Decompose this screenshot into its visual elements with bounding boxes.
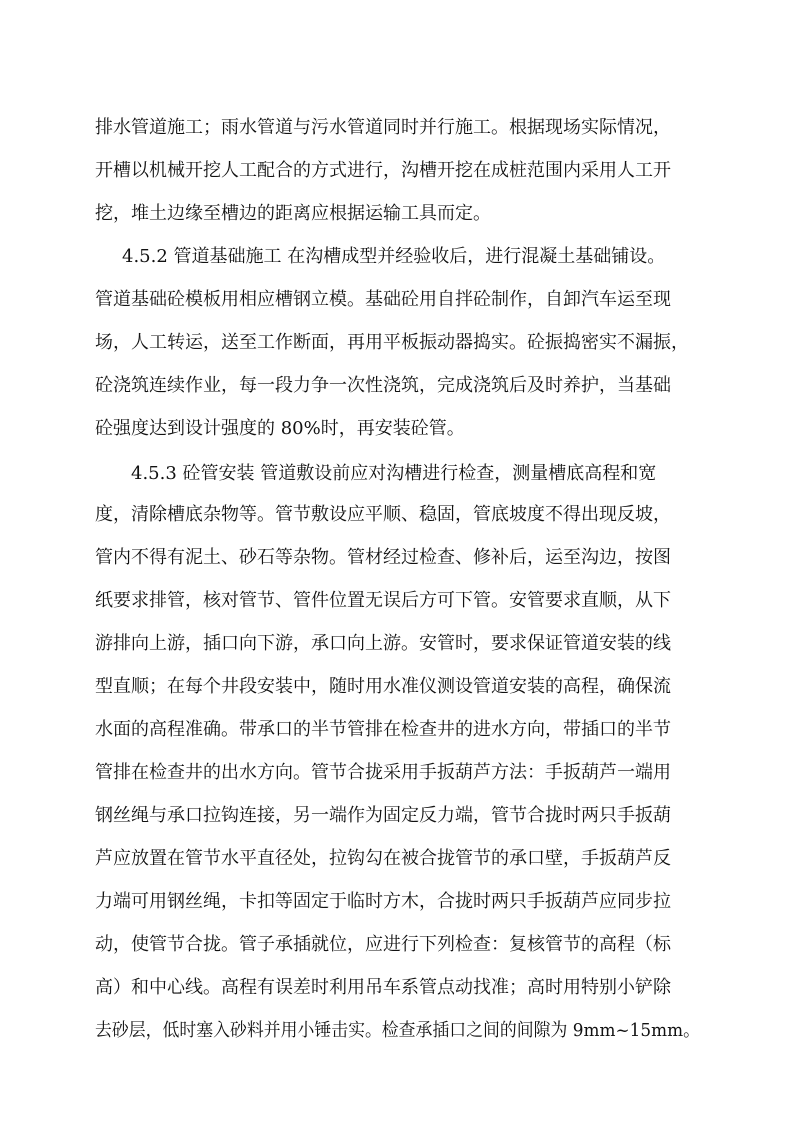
- text-line: 去砂层，低时塞入砂料并用小锤击实。检查承插口之间的间隙为 9mm~15mm。: [95, 1020, 700, 1041]
- paragraph-2-line-4: [0, 368, 793, 404]
- text-line: 排水管道施工；雨水管道与污水管道同时并行施工。根据现场实际情况，: [95, 117, 671, 138]
- paragraph-2-line-3: [0, 325, 793, 361]
- paragraph-2-line-1: [0, 239, 793, 275]
- text-line: 场，人工转运，送至工作断面，再用平板振动器捣实。砼振捣密实不漏振，: [95, 332, 689, 353]
- text-line: 挖，堆土边缘至槽边的距离应根据运输工具而定。: [95, 203, 491, 224]
- paragraph-3-line-10: [0, 841, 793, 877]
- paragraph-3-line-11: [0, 884, 793, 920]
- paragraph-3-line-2: [0, 497, 793, 533]
- paragraph-3-line-4: [0, 583, 793, 619]
- section-heading-line: 4.5.2 管道基础施工 在沟槽成型并经验收后，进行混凝土基础铺设。: [122, 246, 666, 267]
- paragraph-3-line-9: [0, 798, 793, 834]
- paragraph-1-line-1: [0, 110, 793, 146]
- text-line: 砼浇筑连续作业，每一段力争一次性浇筑，完成浇筑后及时养护，当基础: [95, 375, 671, 396]
- section-heading-line: 4.5.3 砼管安装 管道敷设前应对沟槽进行检查，测量槽底高程和宽: [131, 463, 657, 484]
- paragraph-3-line-14: [0, 1013, 793, 1049]
- paragraph-3-line-12: [0, 927, 793, 963]
- text-line: 度，清除槽底杂物等。管节敷设应平顺、稳固，管底坡度不得出现反坡，: [95, 504, 671, 525]
- text-line: 管内不得有泥土、砂石等杂物。管材经过检查、修补后，运至沟边，按图: [95, 547, 671, 568]
- paragraph-2-line-5: [0, 411, 793, 447]
- paragraph-2-line-2: [0, 282, 793, 318]
- text-line: 游排向上游，插口向下游，承口向上游。安管时，要求保证管道安装的线: [95, 633, 671, 654]
- text-line: 动，使管节合拢。管子承插就位，应进行下列检查：复核管节的高程（标: [95, 934, 671, 955]
- text-line: 纸要求排管，核对管节、管件位置无误后方可下管。安管要求直顺，从下: [95, 590, 671, 611]
- text-line: 水面的高程准确。带承口的半节管排在检查井的进水方向，带插口的半节: [95, 719, 671, 740]
- paragraph-1-line-3: [0, 196, 793, 232]
- paragraph-1-line-2: [0, 153, 793, 189]
- text-line: 芦应放置在管节水平直径处，拉钩勾在被合拢管节的承口壁，手扳葫芦反: [95, 848, 671, 869]
- text-line: 高）和中心线。高程有误差时利用吊车系管点动找准；高时用特别小铲除: [95, 977, 671, 998]
- text-line: 管道基础砼模板用相应槽钢立模。基础砼用自拌砼制作，自卸汽车运至现: [95, 289, 671, 310]
- paragraph-3-line-3: [0, 540, 793, 576]
- text-line: 砼强度达到设计强度的 80%时，再安装砼管。: [95, 418, 465, 439]
- text-line: 钢丝绳与承口拉钩连接，另一端作为固定反力端，管节合拢时两只手扳葫: [95, 805, 671, 826]
- text-line: 开槽以机械开挖人工配合的方式进行，沟槽开挖在成桩范围内采用人工开: [95, 160, 671, 181]
- text-line: 力端可用钢丝绳，卡扣等固定于临时方木，合拢时两只手扳葫芦应同步拉: [95, 891, 671, 912]
- paragraph-3-line-5: [0, 626, 793, 662]
- text-line: 管排在检查井的出水方向。管节合拢采用手扳葫芦方法：手扳葫芦一端用: [95, 762, 671, 783]
- paragraph-3-line-7: [0, 712, 793, 748]
- paragraph-3-line-8: [0, 755, 793, 791]
- text-line: 型直顺；在每个井段安装中，随时用水准仪测设管道安装的高程，确保流: [95, 676, 671, 697]
- paragraph-3-line-13: [0, 970, 793, 1006]
- paragraph-3-line-6: [0, 669, 793, 705]
- paragraph-3-line-1: [0, 456, 793, 492]
